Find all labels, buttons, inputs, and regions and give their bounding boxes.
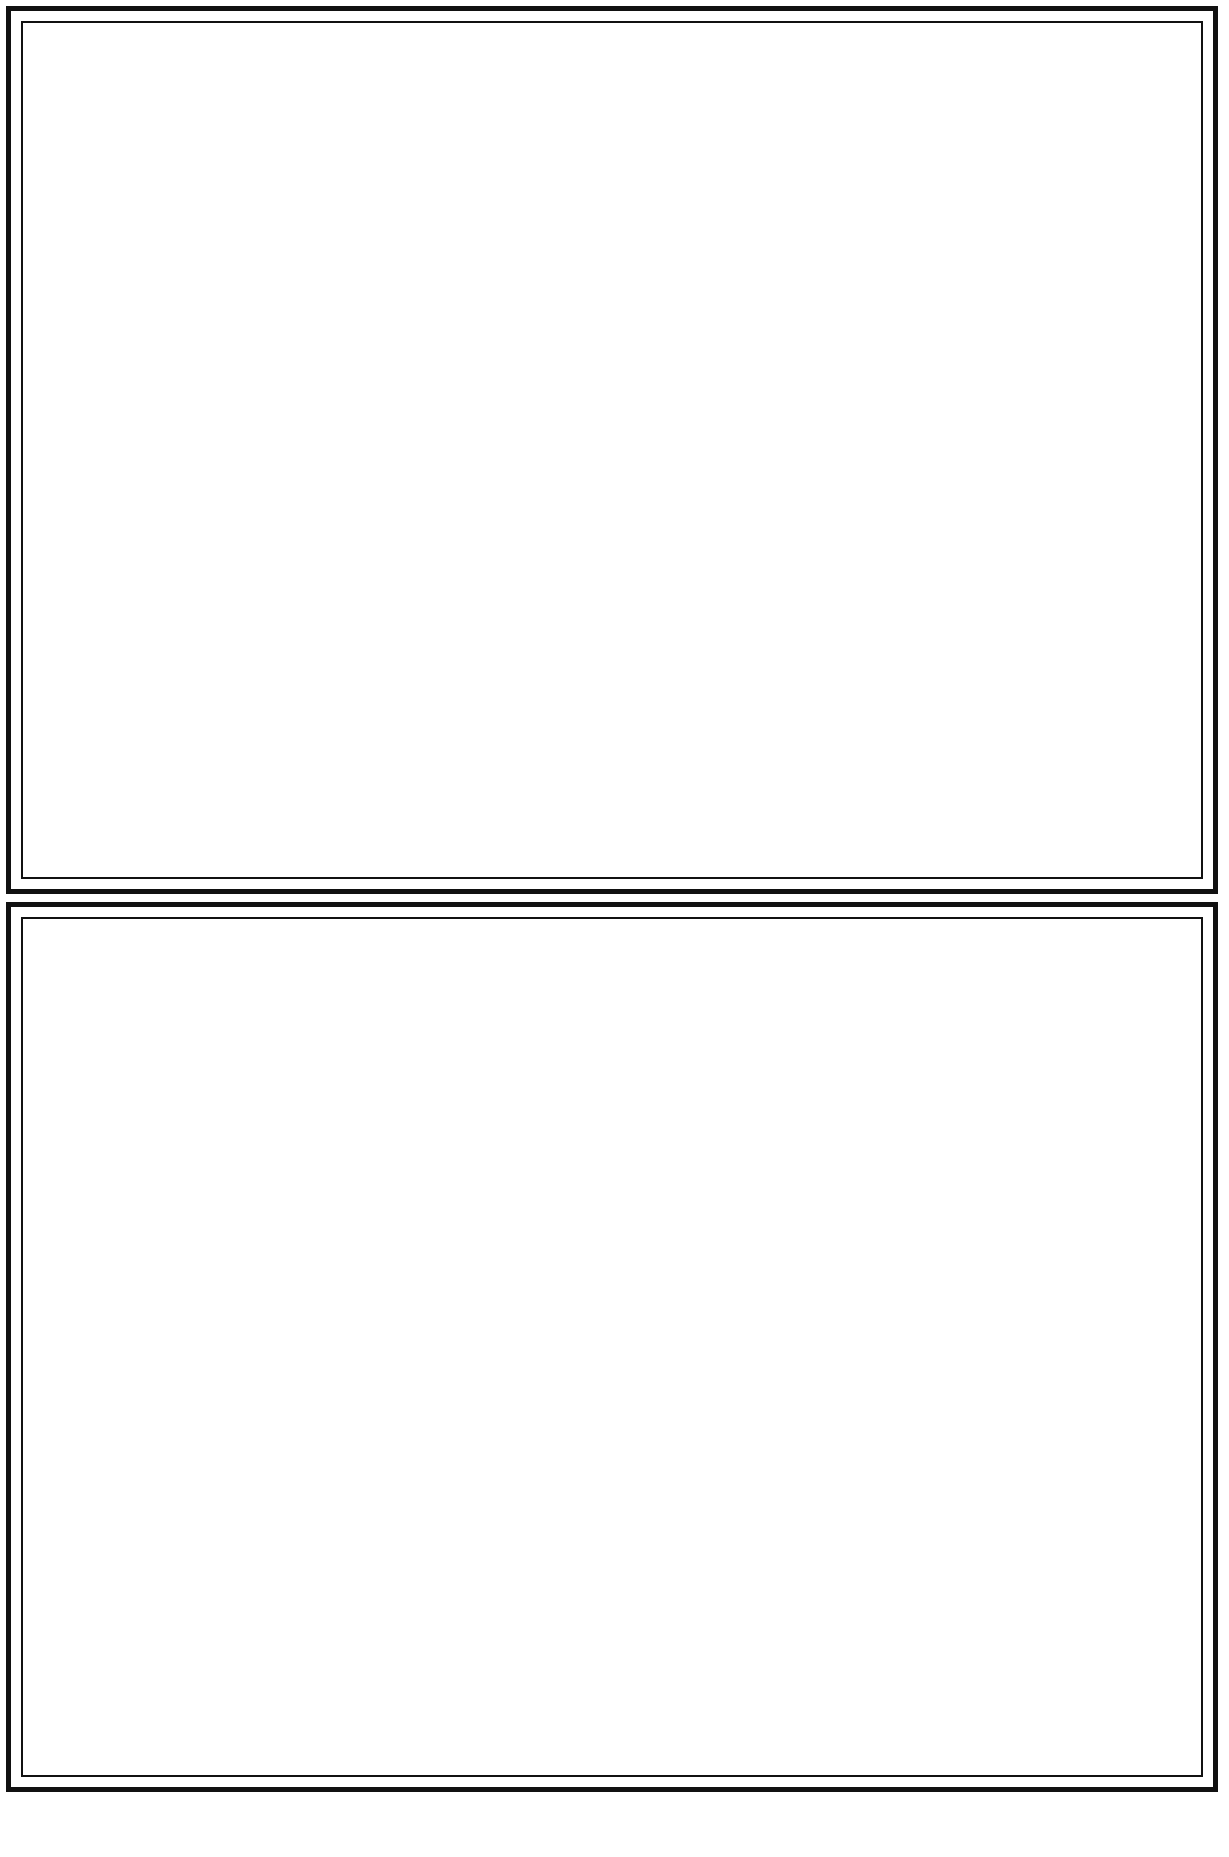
lower-page-frame [21, 917, 1203, 1777]
upper-page [6, 6, 1218, 894]
lower-text-columns [23, 919, 1201, 1775]
upper-page-frame [21, 21, 1203, 879]
upper-text-columns [23, 23, 1201, 877]
lower-page [6, 902, 1218, 1792]
